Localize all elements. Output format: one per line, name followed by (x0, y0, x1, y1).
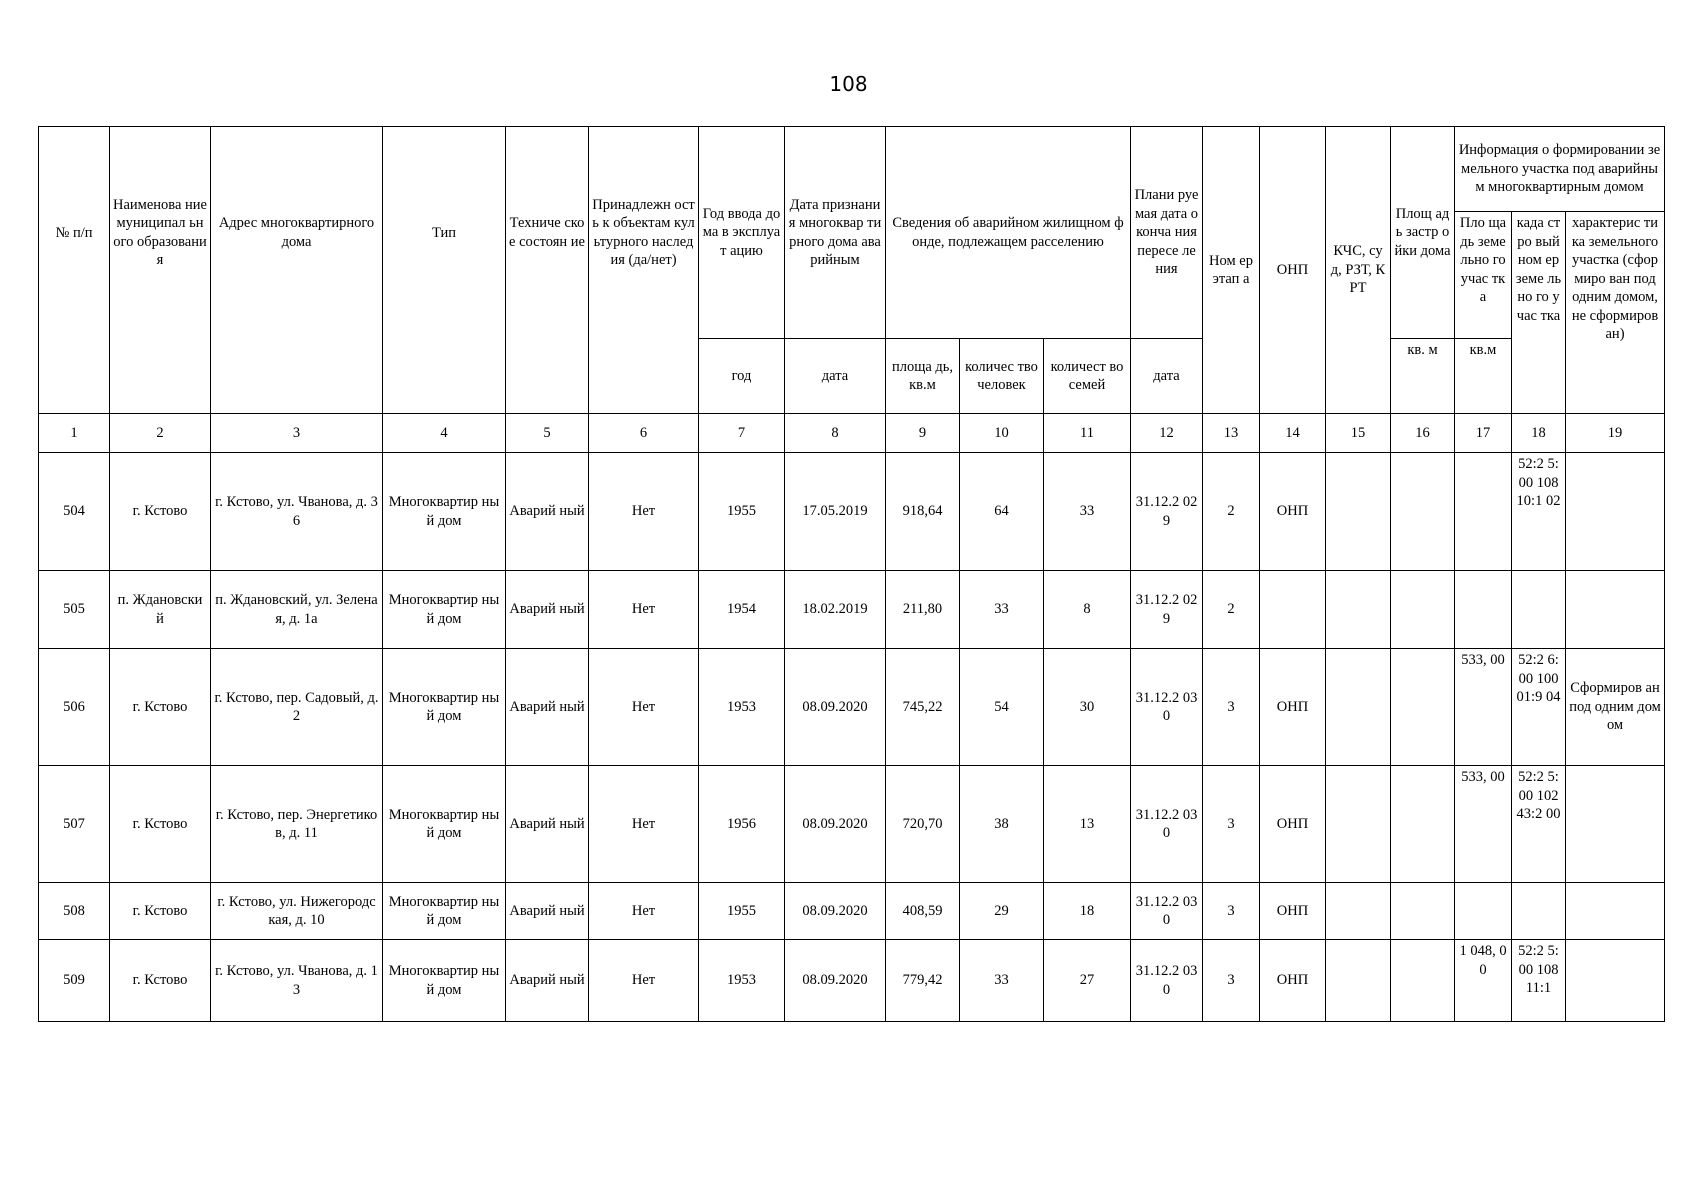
column-number-row (39, 414, 1665, 453)
table-cell: Многоквартир ный дом (383, 883, 506, 940)
table-cell: 29 (960, 883, 1044, 940)
table-cell: Аварий ный (506, 649, 589, 766)
table-cell (1391, 883, 1455, 940)
table-row (39, 766, 1665, 883)
table-cell (1566, 940, 1665, 1022)
table-cell: 505 (39, 571, 110, 649)
column-number: 13 (1203, 414, 1260, 453)
header-cell-empty (39, 339, 110, 414)
table-cell: п. Ждановский, ул. Зеленая, д. 1а (211, 571, 383, 649)
table-cell: ОНП (1260, 940, 1326, 1022)
table-cell: ОНП (1260, 453, 1326, 571)
table-cell (1455, 571, 1512, 649)
table-cell: Нет (589, 766, 699, 883)
column-number: 8 (785, 414, 886, 453)
table-cell: 08.09.2020 (785, 940, 886, 1022)
table-cell: г. Кстово (110, 649, 211, 766)
table-cell: 08.09.2020 (785, 883, 886, 940)
table-cell (1326, 766, 1391, 883)
header-cell: Принадлежн ость к объектам культурного наследия (да/нет) (589, 127, 699, 339)
table-cell: 3 (1203, 883, 1260, 940)
table-cell (1455, 883, 1512, 940)
table-cell: г. Кстово (110, 883, 211, 940)
column-number: 2 (110, 414, 211, 453)
table-cell (1566, 571, 1665, 649)
subheader-cell: кв. м (1391, 339, 1455, 414)
header-cell: характерис тика земельного участка (сформиро ван под одним домом, не сформиров ан) (1566, 212, 1665, 414)
table-cell: 1 048, 00 (1455, 940, 1512, 1022)
column-number: 1 (39, 414, 110, 453)
table-cell (1326, 453, 1391, 571)
header-cell: Ном ер этап а (1203, 127, 1260, 414)
header-cell-empty (589, 339, 699, 414)
table-cell: 31.12.2 030 (1131, 649, 1203, 766)
table-cell: п. Ждановски й (110, 571, 211, 649)
table-cell: 504 (39, 453, 110, 571)
table-cell: 211,80 (886, 571, 960, 649)
table-cell: ОНП (1260, 883, 1326, 940)
column-number: 11 (1044, 414, 1131, 453)
table-cell (1455, 453, 1512, 571)
table-cell: 31.12.2 030 (1131, 766, 1203, 883)
column-number: 6 (589, 414, 699, 453)
table-cell: 33 (960, 571, 1044, 649)
header-cell: КЧС, суд, РЗТ, КРТ (1326, 127, 1391, 414)
subheader-cell: площа дь, кв.м (886, 339, 960, 414)
table-cell: г. Кстово, пер. Энергетиков, д. 11 (211, 766, 383, 883)
column-number: 19 (1566, 414, 1665, 453)
table-cell: 54 (960, 649, 1044, 766)
table-cell: Многоквартир ный дом (383, 766, 506, 883)
table-cell (1566, 883, 1665, 940)
table-cell: 1955 (699, 883, 785, 940)
header-cell-empty (110, 339, 211, 414)
table-cell (1391, 571, 1455, 649)
table-cell: г. Кстово, ул. Чванова, д. 36 (211, 453, 383, 571)
table-cell: 408,59 (886, 883, 960, 940)
table-cell: 918,64 (886, 453, 960, 571)
column-number: 5 (506, 414, 589, 453)
subheader-cell: кв.м (1455, 339, 1512, 414)
table-cell: 31.12.2 030 (1131, 883, 1203, 940)
table-cell: ОНП (1260, 649, 1326, 766)
subheader-cell: дата (1131, 339, 1203, 414)
table-cell: 1954 (699, 571, 785, 649)
table-cell: Нет (589, 571, 699, 649)
table-cell (1326, 883, 1391, 940)
table-cell: ОНП (1260, 766, 1326, 883)
column-number: 10 (960, 414, 1044, 453)
table-cell: 2 (1203, 571, 1260, 649)
table-cell: 3 (1203, 766, 1260, 883)
table-cell: Нет (589, 883, 699, 940)
table-cell: 08.09.2020 (785, 766, 886, 883)
column-number: 7 (699, 414, 785, 453)
header-cell-empty (383, 339, 506, 414)
table-cell: 720,70 (886, 766, 960, 883)
table-cell: г. Кстово (110, 453, 211, 571)
table-cell: 508 (39, 883, 110, 940)
header-cell-empty (211, 339, 383, 414)
table-cell: 52:2 6:00 100 01:9 04 (1512, 649, 1566, 766)
table-cell: г. Кстово (110, 940, 211, 1022)
table-cell: 18 (1044, 883, 1131, 940)
table-cell (1326, 649, 1391, 766)
table-cell: 506 (39, 649, 110, 766)
table-cell: Многоквартир ный дом (383, 453, 506, 571)
header-cell: Год ввода дома в эксплуат ацию (699, 127, 785, 339)
column-number: 4 (383, 414, 506, 453)
table-cell: Нет (589, 649, 699, 766)
subheader-cell: количес тво человек (960, 339, 1044, 414)
table-cell: 17.05.2019 (785, 453, 886, 571)
table-cell (1391, 453, 1455, 571)
header-cell-empty (506, 339, 589, 414)
header-cell: када стро вый ном ер земе льно го учас тка (1512, 212, 1566, 414)
header-cell: Информация о формировании земельного участка под аварийным многоквартирным домом (1455, 127, 1665, 212)
table-cell: 1953 (699, 940, 785, 1022)
table-cell: Аварий ный (506, 766, 589, 883)
subheader-cell: дата (785, 339, 886, 414)
table-cell (1512, 883, 1566, 940)
column-number: 18 (1512, 414, 1566, 453)
table-cell: Аварий ный (506, 453, 589, 571)
table-cell: 1956 (699, 766, 785, 883)
table-cell (1391, 940, 1455, 1022)
column-number: 12 (1131, 414, 1203, 453)
subheader-cell: количест во семей (1044, 339, 1131, 414)
table-cell (1326, 940, 1391, 1022)
table-cell (1326, 571, 1391, 649)
table-cell: г. Кстово, пер. Садовый, д. 2 (211, 649, 383, 766)
table-row (39, 649, 1665, 766)
header-cell: ОНП (1260, 127, 1326, 414)
table-cell (1260, 571, 1326, 649)
header-cell: Плани руемая дата оконча ния пересе ления (1131, 127, 1203, 339)
table-cell: 509 (39, 940, 110, 1022)
header-cell: Тип (383, 127, 506, 339)
table-cell (1566, 766, 1665, 883)
table-cell: Нет (589, 940, 699, 1022)
table-row (39, 940, 1665, 1022)
column-number: 3 (211, 414, 383, 453)
table-cell (1512, 571, 1566, 649)
table-cell: г. Кстово, ул. Нижегородская, д. 10 (211, 883, 383, 940)
header-cell: Сведения об аварийном жилищном фонде, подлежащем расселению (886, 127, 1131, 339)
table-cell: 3 (1203, 940, 1260, 1022)
table-cell: 31.12.2 029 (1131, 453, 1203, 571)
table-cell: 533, 00 (1455, 649, 1512, 766)
header-cell: № п/п (39, 127, 110, 339)
column-number: 14 (1260, 414, 1326, 453)
table-cell: 08.09.2020 (785, 649, 886, 766)
table-cell: 38 (960, 766, 1044, 883)
table-cell: 33 (1044, 453, 1131, 571)
table-cell: 2 (1203, 453, 1260, 571)
table-cell: Сформиров ан под одним домом (1566, 649, 1665, 766)
header-cell: Наименова ние муниципал ьного образовани я (110, 127, 211, 339)
column-number: 9 (886, 414, 960, 453)
column-number: 15 (1326, 414, 1391, 453)
table-cell: 27 (1044, 940, 1131, 1022)
column-number: 16 (1391, 414, 1455, 453)
table-row (39, 453, 1665, 571)
table-cell: Нет (589, 453, 699, 571)
table-row (39, 883, 1665, 940)
table-cell: г. Кстово, ул. Чванова, д. 13 (211, 940, 383, 1022)
header-cell: Адрес многоквартирного дома (211, 127, 383, 339)
page-number: 108 (829, 72, 868, 96)
table-cell: Многоквартир ный дом (383, 571, 506, 649)
table-cell: 31.12.2 030 (1131, 940, 1203, 1022)
table-cell: 745,22 (886, 649, 960, 766)
table-cell: 3 (1203, 649, 1260, 766)
table-cell: 52:2 5:00 108 10:1 02 (1512, 453, 1566, 571)
table-cell: Аварий ный (506, 883, 589, 940)
table-cell: 1955 (699, 453, 785, 571)
table-cell: 52:2 5:00 108 11:1 (1512, 940, 1566, 1022)
table-row (39, 571, 1665, 649)
table-cell: Аварий ный (506, 940, 589, 1022)
table-cell: г. Кстово (110, 766, 211, 883)
table-cell (1566, 453, 1665, 571)
table-body (39, 453, 1665, 1022)
table-cell: Многоквартир ный дом (383, 649, 506, 766)
header-cell: Техниче ское состоян ие (506, 127, 589, 339)
table-cell: 1953 (699, 649, 785, 766)
table-cell: 33 (960, 940, 1044, 1022)
table-cell (1391, 766, 1455, 883)
table-cell: 779,42 (886, 940, 960, 1022)
header-cell: Дата признания многоквар тирного дома аварийным (785, 127, 886, 339)
header-cell: Площ адь застр ойки дома (1391, 127, 1455, 339)
table-cell: 13 (1044, 766, 1131, 883)
table-cell: 18.02.2019 (785, 571, 886, 649)
table-cell: Аварий ный (506, 571, 589, 649)
table-cell: 31.12.2 029 (1131, 571, 1203, 649)
table-cell: 30 (1044, 649, 1131, 766)
table-cell: 533, 00 (1455, 766, 1512, 883)
table-cell: 8 (1044, 571, 1131, 649)
table-cell: 64 (960, 453, 1044, 571)
table-cell: Многоквартир ный дом (383, 940, 506, 1022)
table-cell: 507 (39, 766, 110, 883)
emergency-housing-table (38, 126, 1665, 1022)
subheader-cell: год (699, 339, 785, 414)
header-cell: Пло щадь земе льно го учас тка (1455, 212, 1512, 339)
table-cell (1391, 649, 1455, 766)
column-number: 17 (1455, 414, 1512, 453)
table-cell: 52:2 5:00 102 43:2 00 (1512, 766, 1566, 883)
